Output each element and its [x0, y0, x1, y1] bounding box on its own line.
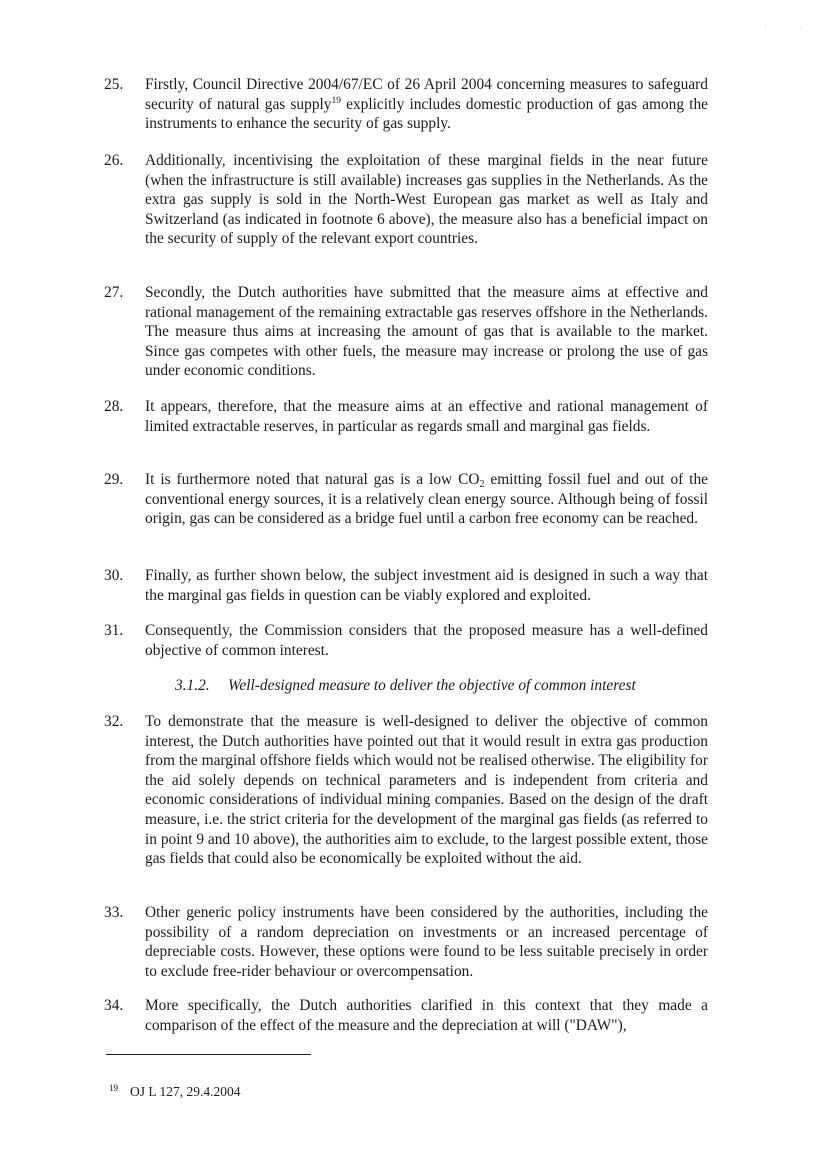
paragraph-text: Other generic policy instruments have been considered by the authorities, including the possibility of a random depreciation on investments or an increased percentage of depreciable costs. However, these options were found to be less suitable precisely in order to exclude free-rider behaviour or overcompensation.: [145, 904, 708, 980]
paragraph-number: 28.: [104, 398, 124, 415]
paragraph-31: [104, 621, 708, 660]
footnote-reference: 19: [331, 95, 341, 106]
paragraph-text: Additionally, incentivising the exploitation of these marginal fields in the near future (when the infrastructure is still available) increases gas supplies in the Netherlands. As the extra gas supply is sold in the North-West European gas market as well as Italy and Switzerland (as indicated in footnote 6 above), the measure also has a beneficial impact on the security of supply of the relevant export countries.: [145, 152, 708, 248]
paragraph-text: More specifically, the Dutch authorities clarified in this context that they made a comparison of the effect of the measure and the depreciation at will ("DAW"),: [145, 997, 708, 1034]
paragraph-number: 32.: [104, 713, 124, 730]
paragraph-30: [104, 566, 708, 605]
footnote-mark: 19: [109, 1083, 118, 1093]
scan-mark: `: [764, 24, 767, 34]
paragraph-number: 29.: [104, 471, 124, 488]
section-title: Well-designed measure to deliver the objective of common interest: [228, 677, 636, 694]
paragraph-33: [104, 903, 708, 981]
paragraph-text: Secondly, the Dutch authorities have submitted that the measure aims at effective and rational management of the remaining extractable gas reserves offshore in the Netherlands. The measure thus aims at increasing the amount of gas that is available to the market. Since gas competes with other fuels, the measure may increase or prolong the use of gas under economic conditions.: [145, 284, 708, 380]
section-heading: [175, 676, 735, 696]
paragraph-number: 31.: [104, 622, 124, 639]
subscript: 2: [479, 479, 485, 490]
paragraph-text: It is furthermore noted that natural gas is a low $CO_2$ emitting fossil fuel and out of the conventional energy sources, it is a relatively clean energy source. Although being of fossil origin, gas can be considered as a bridge fuel until a carbon free economy can be reached.: [145, 471, 708, 528]
paragraph-27: [104, 283, 708, 381]
paragraph-29: [104, 470, 708, 529]
paragraph-text: Finally, as further shown below, the subject investment aid is designed in such a way that the marginal gas fields in question can be viably explored and exploited.: [145, 567, 708, 604]
paragraph-number: 27.: [104, 284, 124, 301]
paragraph-number: 25.: [104, 76, 124, 93]
paragraph-34: [104, 996, 708, 1035]
paragraph-text: Consequently, the Commission considers that the proposed measure has a well-defined objective of common interest.: [145, 622, 708, 659]
paragraph-text: To demonstrate that the measure is well-designed to deliver the objective of common interest, the Dutch authorities have pointed out that it would result in extra gas production from the marginal offshore fields which would not be realised otherwise. The eligibility for the aid solely depends on technical parameters and is independent from criteria and economic considerations of individual mining companies. Based on the design of the draft measure, i.e. the strict criteria for the development of the marginal gas fields (as referred to in point 9 and 10 above), the authorities aim to exclude, to the largest possible extent, those gas fields that could also be economically be exploited without the aid.: [145, 713, 708, 868]
footnote: [109, 1080, 241, 1100]
scan-mark: ·: [800, 24, 803, 34]
paragraph-28: [104, 397, 708, 436]
footnote-text: OJ L 127, 29.4.2004: [130, 1084, 241, 1099]
paragraph-text: Firstly, Council Directive 2004/67/EC of 26 April 2004 concerning measures to safeguard security of natural gas supply$^{19}$ explicitly includes domestic production of gas among the instruments to enhance the security of gas supply.: [145, 76, 708, 133]
paragraph-number: 26.: [104, 152, 124, 169]
paragraph-25: [104, 75, 708, 134]
paragraph-26: [104, 151, 708, 249]
paragraph-number: 34.: [104, 997, 124, 1014]
paragraph-32: [104, 712, 708, 869]
paragraph-text: It appears, therefore, that the measure aims at an effective and rational management of limited extractable reserves, in particular as regards small and marginal gas fields.: [145, 398, 708, 435]
section-number: 3.1.2.: [175, 677, 210, 694]
paragraph-number: 30.: [104, 567, 124, 584]
footnote-divider: [106, 1054, 311, 1055]
paragraph-number: 33.: [104, 904, 124, 921]
